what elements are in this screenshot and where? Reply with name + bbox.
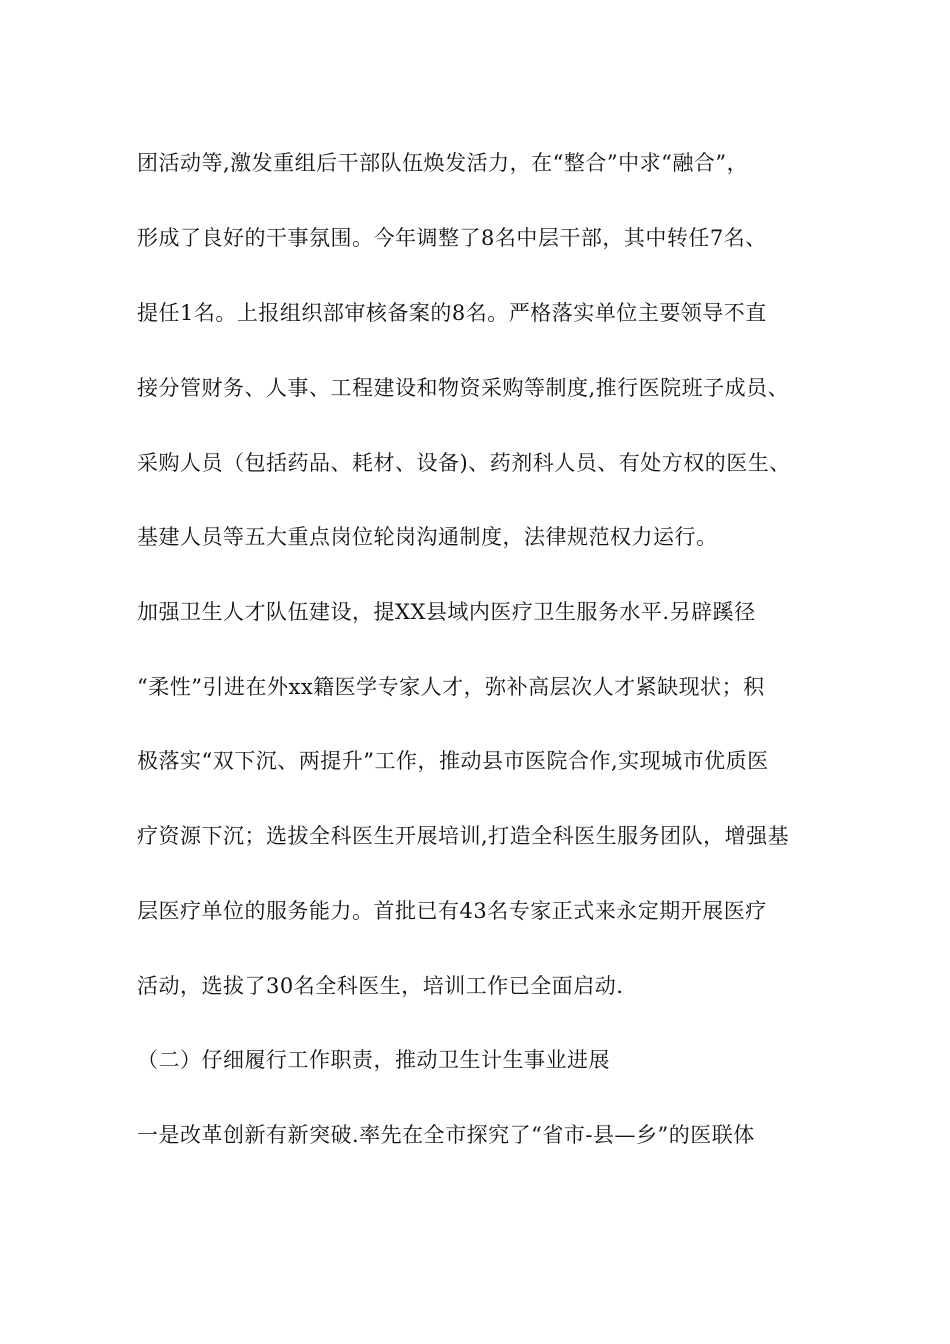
paragraph-line: 活动，选拔了30名全科医生，培训工作已全面启动. xyxy=(137,974,624,998)
paragraph-line: 基建人员等五大重点岗位轮岗沟通制度，法律规范权力运行。 xyxy=(137,525,718,549)
paragraph-line: 形成了良好的干事氛围。今年调整了8名中层干部，其中转任7名、 xyxy=(137,226,767,250)
paragraph-line: 接分管财务、人事、工程建设和物资采购等制度,推行医院班子成员、 xyxy=(137,376,790,400)
paragraph-line: 极落实“双下沉、两提升”工作，推动县市医院合作,实现城市优质医 xyxy=(137,749,769,773)
paragraph-line: 提任1名。上报组织部审核备案的8名。严格落实单位主要领导不直 xyxy=(137,301,767,325)
paragraph-line: 层医疗单位的服务能力。首批已有43名专家正式来永定期开展医疗 xyxy=(137,899,767,923)
paragraph-line: “柔性”引进在外xx籍医学专家人才，弥补高层次人才紧缺现状；积 xyxy=(137,675,765,699)
section-heading: （二）仔细履行工作职责，推动卫生计生事业进展 xyxy=(137,1048,610,1072)
paragraph-line: 疗资源下沉；选拔全科医生开展培训,打造全科医生服务团队，增强基 xyxy=(137,824,790,848)
paragraph-line: 采购人员（包括药品、耗材、设备)、药剂科人员、有处方权的医生、 xyxy=(137,451,791,475)
paragraph-line: 团活动等,激发重组后干部队伍焕发活力，在“整合”中求“融合”， xyxy=(137,151,749,175)
paragraph-line: 加强卫生人才队伍建设，提XX县域内医疗卫生服务水平.另辟蹊径 xyxy=(137,600,756,624)
paragraph-line: 一是改革创新有新突破.率先在全市探究了“省市-县—乡”的医联体 xyxy=(137,1123,755,1147)
